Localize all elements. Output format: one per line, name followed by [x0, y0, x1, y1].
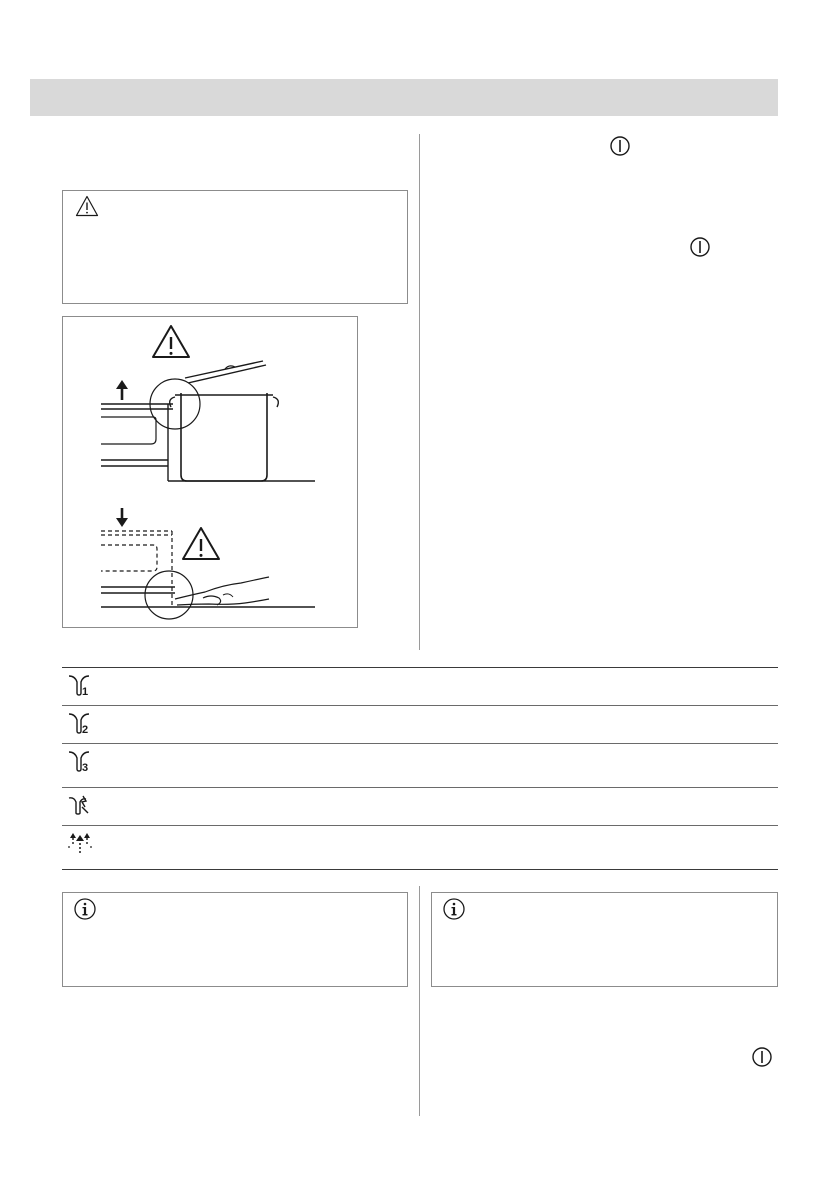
arrow-down-icon: [116, 508, 128, 527]
column-divider-top: [419, 134, 420, 650]
info-icon: [73, 897, 97, 921]
fan-boost-icon: [66, 793, 92, 817]
info-icon: [442, 897, 466, 921]
steam-extraction-icon: [66, 830, 94, 856]
info-box-right: [431, 892, 778, 987]
arrow-up-icon: [116, 380, 128, 400]
svg-text:3: 3: [82, 762, 89, 773]
warning-triangle-icon: [153, 326, 189, 357]
pot-hood-illustration: [63, 317, 357, 627]
table-rule: [62, 705, 778, 706]
table-rule: [62, 787, 778, 788]
fan-speed-3-icon: [66, 749, 92, 773]
fan-speed-2-icon: [66, 711, 92, 735]
safety-illustration: [62, 316, 358, 628]
warning-triangle-icon: [183, 528, 219, 559]
column-divider-bottom: [419, 886, 420, 1116]
table-rule-top: [62, 667, 778, 668]
table-rule-bottom: [62, 869, 778, 870]
svg-text:1: 1: [82, 686, 89, 697]
warning-icon: [75, 195, 99, 217]
svg-text:2: 2: [82, 724, 89, 735]
table-rule: [62, 825, 778, 826]
pot-with-lid: [170, 361, 279, 481]
table-rule: [62, 743, 778, 744]
warning-box: [62, 190, 408, 304]
info-box-left: [62, 892, 408, 987]
section-header-bar: [30, 79, 778, 116]
fan-speed-1-icon: [66, 673, 92, 697]
power-icon: [689, 236, 711, 258]
power-icon: [751, 1046, 773, 1068]
power-icon: [609, 135, 631, 157]
section-title: [30, 79, 778, 99]
